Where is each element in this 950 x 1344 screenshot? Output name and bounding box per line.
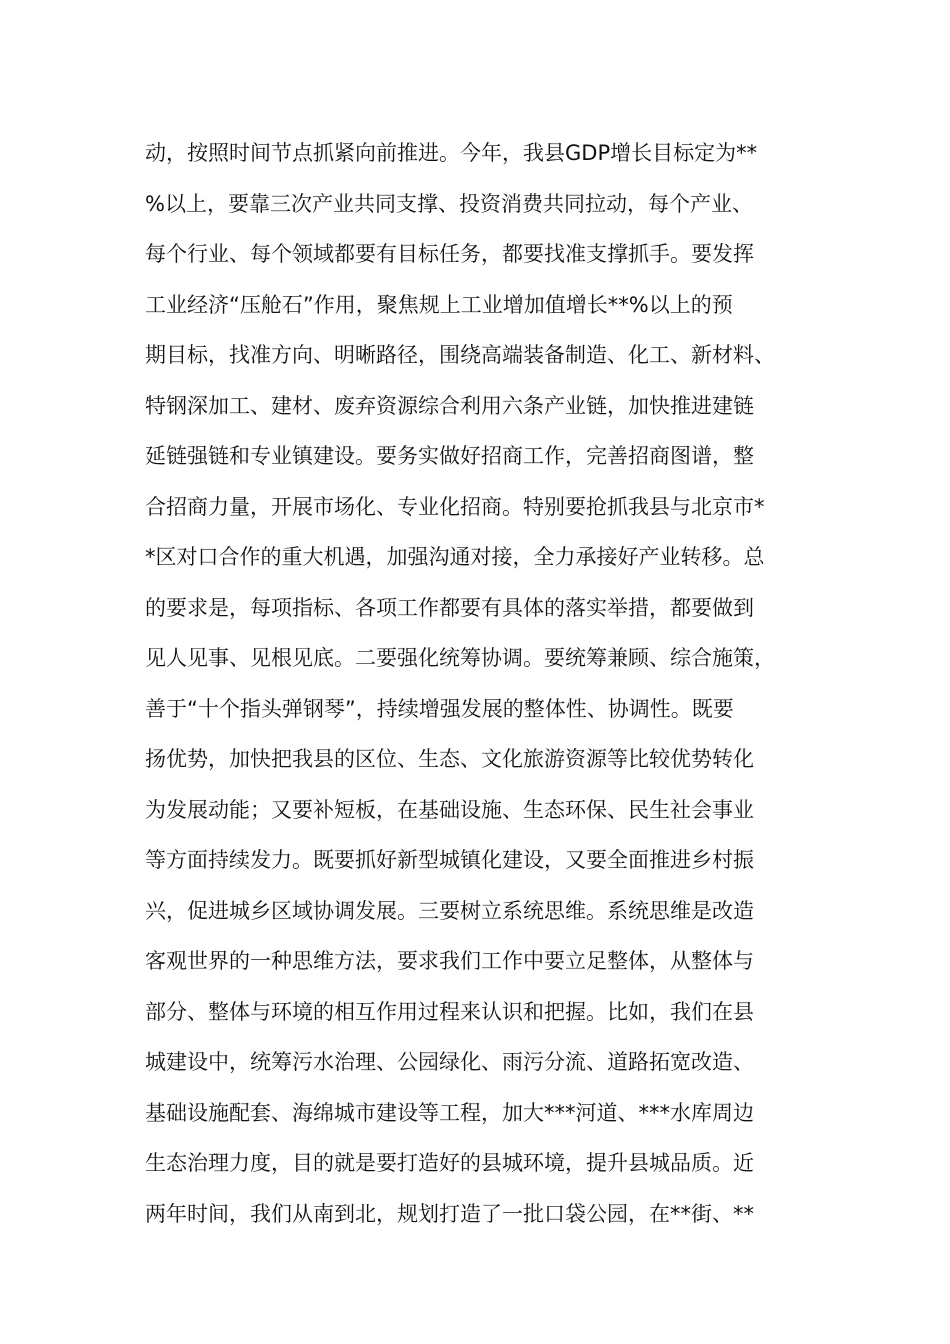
- text-line: 基础设施配套、海绵城市建设等工程，加大***河道、***水库周边: [145, 1100, 754, 1125]
- text-line: 工业经济“压舱石”作用，聚焦规上工业增加值增长**%以上的预: [145, 292, 733, 317]
- text-line: 的要求是，每项指标、各项工作都要有具体的落实举措，都要做到: [145, 595, 754, 620]
- text-line: 扬优势，加快把我县的区位、生态、文化旅游资源等比较优势转化: [145, 747, 754, 771]
- text-line: %以上，要靠三次产业共同支撑、投资消费共同拉动，每个产业、: [145, 191, 753, 216]
- text-line: 特钢深加工、建材、废弃资源综合利用六条产业链，加快推进建链: [145, 393, 754, 418]
- text-line: 见人见事、见根见底。二要强化统筹协调。要统筹兼顾、综合施策，: [145, 646, 775, 670]
- text-line: 等方面持续发力。既要抓好新型城镇化建设，又要全面推进乡村振: [145, 848, 754, 872]
- text-line: 延链强链和专业镇建设。要务实做好招商工作，完善招商图谱，整: [145, 444, 754, 468]
- text-line: 客观世界的一种思维方法，要求我们工作中要立足整体，从整体与: [145, 949, 754, 973]
- text-line: 生态治理力度，目的就是要打造好的县城环境，提升县城品质。近: [145, 1151, 754, 1175]
- text-line: 部分、整体与环境的相互作用过程来认识和把握。比如，我们在县: [145, 999, 754, 1024]
- text-line: 城建设中，统筹污水治理、公园绿化、雨污分流、道路拓宽改造、: [145, 1050, 754, 1074]
- text-line: 合招商力量，开展市场化、专业化招商。特别要抢抓我县与北京市*: [145, 494, 765, 519]
- text-line: 为发展动能；又要补短板，在基础设施、生态环保、民生社会事业: [145, 797, 754, 822]
- text-line: 两年时间，我们从南到北，规划打造了一批口袋公园，在**街、**: [145, 1201, 754, 1226]
- body-paragraph: [145, 128, 815, 1239]
- text-line: 期目标，找准方向、明晰路径，围绕高端装备制造、化工、新材料、: [145, 343, 775, 367]
- text-line: 每个行业、每个领域都要有目标任务，都要找准支撑抓手。要发挥: [145, 242, 754, 266]
- text-line: *区对口合作的重大机遇，加强沟通对接，全力承接好产业转移。总: [145, 545, 765, 569]
- text-line: 动，按照时间节点抓紧向前推进。今年，我县GDP增长目标定为**: [145, 141, 758, 165]
- text-line: 善于“十个指头弹钢琴”，持续增强发展的整体性、协调性。既要: [145, 696, 734, 721]
- text-line: 兴，促进城乡区域协调发展。三要树立系统思维。系统思维是改造: [145, 898, 754, 923]
